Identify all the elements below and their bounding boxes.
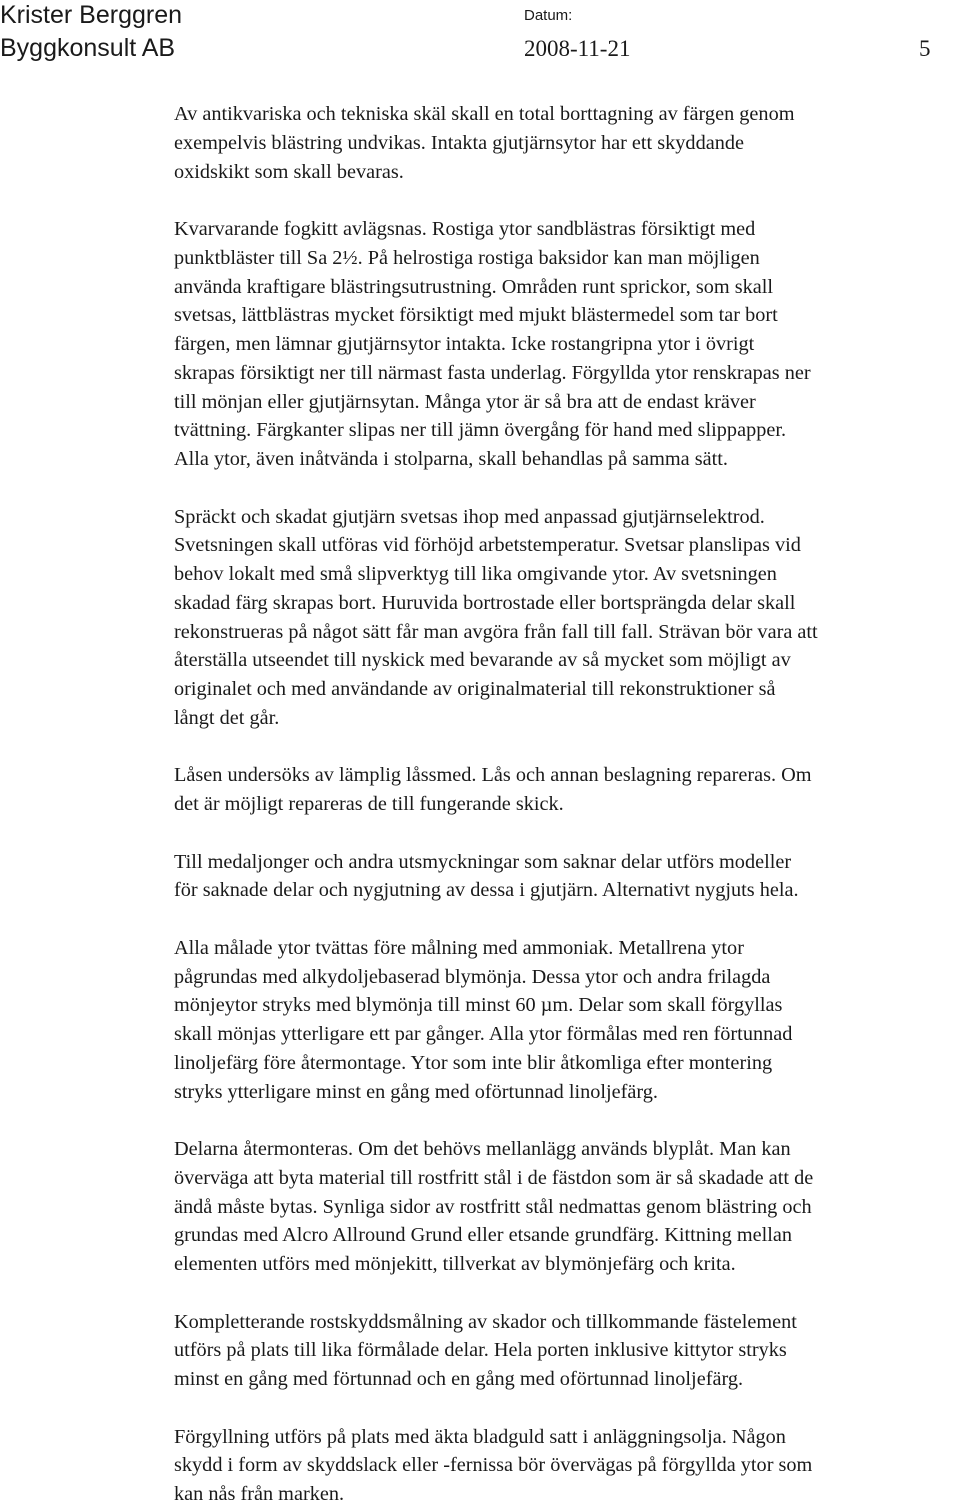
- page-number: 5: [919, 36, 931, 61]
- paragraph: Förgyllning utförs på plats med äkta bladguld satt i anläggningsolja. Någon skydd i form av skyddslack eller -fernissa bör övervägas på förgyllda ytor som kan nås från marken.: [174, 1425, 813, 1505]
- document-body: [174, 100, 960, 1509]
- paragraph: Av antikvariska och tekniska skäl skall en total borttagning av färgen genom exempelvis blästring undvikas. Intakta gjutjärnsytor har ett skyddande oxidskikt som skall bevaras.: [174, 103, 795, 183]
- author-name: Krister Berggren: [0, 1, 183, 29]
- paragraph: Kvarvarande fogkitt avlägsnas. Rostiga ytor sandblästras försiktigt med punktbläster till Sa 2½. På helrostiga rostiga baksidor kan man möjligen använda kraftigare blästringsutrustning. Områden runt sprickor, som skall svetsas, lättblästras mycket försiktigt med mjukt blästermedel som tar bort färgen, men lämnar gjutjärnsytor intakta. Icke rostangripna ytor i övrigt skrapas försiktigt ner till närmast fasta underlag. Förgyllda ytor renskrapas ner till mönjan eller gjutjärnsytan. Många ytor är så bra att de endast kräver tvättning. Färgkanter slipas ner till jämn övergång för hand med slippapper. Alla ytor, även inåtvända i stolparna, skall behandlas på samma sätt.: [174, 218, 811, 470]
- document-date: 2008-11-21: [524, 36, 631, 61]
- date-label: Datum:: [524, 7, 573, 24]
- paragraph: Delarna återmonteras. Om det behövs mellanlägg används blyplåt. Man kan överväga att byta material till rostfritt stål i de fästdon som är så skadade att de ändå måste bytas. Synliga sidor av rostfritt stål nedmattas genom blästring och grundas med Alcro Allround Grund eller etsande grundfärg. Kittning mellan elementen utförs med mönjekitt, tillverkat av blymönjefärg och krita.: [174, 1138, 814, 1275]
- paragraph: Alla målade ytor tvättas före målning med ammoniak. Metallrena ytor pågrundas med alkydoljebaserad blymönja. Dessa ytor och andra frilagda mönjeytor stryks med blymönja till minst 60 µm. Delar som skall förgyllas skall mönjas ytterligare ett par gånger. Alla ytor förmålas med ren förtunnad linoljefärg före återmontage. Ytor som inte blir åtkomliga efter montering stryks ytterligare minst en gång med oförtunnad linoljefärg.: [174, 936, 793, 1103]
- paragraph: Till medaljonger och andra utsmyckningar som saknar delar utförs modeller för saknade delar och nygjutning av dessa i gjutjärn. Alternativt nygjuts hela.: [174, 850, 799, 902]
- paragraph: Kompletterande rostskyddsmålning av skador och tillkommande fästelement utförs på plats till lika förmålade delar. Hela porten inklusive kittytor stryks minst en gång med förtunnad och en gång med oförtunnad linoljefärg.: [174, 1310, 797, 1390]
- page-header: [0, 0, 960, 70]
- paragraph: Låsen undersöks av lämplig låssmed. Lås och annan beslagning repareras. Om det är möjligt repareras de till fungerande skick.: [174, 764, 812, 815]
- company-name: Byggkonsult AB: [0, 34, 176, 62]
- paragraph: Spräckt och skadat gjutjärn svetsas ihop med anpassad gjutjärnselektrod. Svetsningen skall utföras vid förhöjd arbetstemperatur. Svetsar planslipas vid behov lokalt med små slipverktyg till lika omgivande ytor. Av svetsningen skadad färg skrapas bort. Huruvida bortrostade eller bortsprängda delar skall rekonstrueras på något sätt får man avgöra från fall till fall. Strävan bör vara att återställa utseendet till nyskick med bevarande av så mycket som möjligt av originalet och med användande av originalmaterial till rekonstruktioner så långt det går.: [174, 505, 818, 729]
